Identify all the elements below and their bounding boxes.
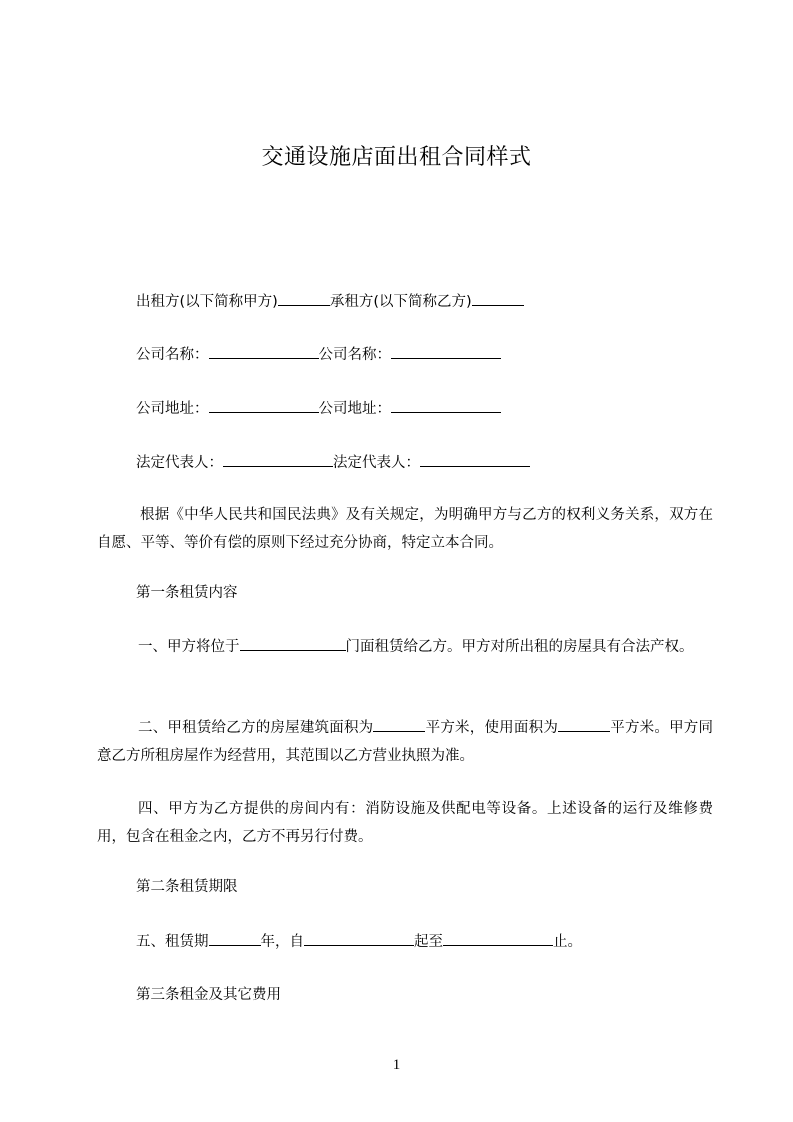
- legal-rep-blank-a[interactable]: [223, 452, 333, 467]
- end-date-blank[interactable]: [443, 931, 553, 946]
- usable-area-blank[interactable]: [558, 717, 610, 732]
- lessee-label: 承租方(以下简称乙方): [329, 294, 472, 310]
- lessor-label: 出租方(以下简称甲方): [136, 294, 278, 310]
- clause5-part3: 起至: [414, 934, 443, 950]
- company-address-blank-b[interactable]: [391, 398, 501, 413]
- start-date-blank[interactable]: [304, 931, 414, 946]
- lessor-blank[interactable]: [278, 291, 330, 306]
- clause1-paragraph: [97, 633, 713, 661]
- legal-rep-line: [136, 452, 530, 473]
- clause5-part1: 五、租赁期: [136, 934, 209, 950]
- company-address-label-a: 公司地址：: [136, 401, 209, 417]
- clause2-part1: 二、甲租赁给乙方的房屋建筑面积为: [138, 720, 374, 736]
- clause1-suffix: 门面租赁给乙方。甲方对所出租的房屋具有合法产权。: [345, 639, 694, 655]
- lease-years-blank[interactable]: [209, 931, 261, 946]
- clause2-part3: 平方米。甲方同意乙方所租房屋作为经营用，其范围以乙方营业执照为准。: [97, 720, 714, 764]
- legal-rep-label-b: 法定代表人：: [333, 455, 420, 471]
- parties-line: [136, 291, 524, 312]
- article1-heading: 第一条租赁内容: [136, 585, 238, 601]
- clause4-paragraph: 四、甲方为乙方提供的房间内有：消防设施及供配电等设备。上述设备的运行及维修费用，包含在租金之内，乙方不再另行付费。: [97, 801, 713, 845]
- company-address-label-b: 公司地址：: [318, 401, 391, 417]
- page-number: 1: [392, 1057, 401, 1073]
- clause5-part4: 止。: [553, 934, 582, 950]
- article3-heading: 第三条租金及其它费用: [136, 987, 281, 1003]
- lessee-blank[interactable]: [472, 291, 524, 306]
- company-address-line: [136, 398, 501, 419]
- intro-paragraph: 根据《中华人民共和国民法典》及有关规定，为明确甲方与乙方的权利义务关系，双方在自愿、平等、等价有偿的原则下经过充分协商，特定立本合同。: [97, 507, 713, 551]
- clause5-line: [136, 931, 582, 952]
- company-name-line: [136, 344, 501, 365]
- clause5-part2: 年，自: [260, 934, 304, 950]
- clause1-location-blank[interactable]: [240, 636, 346, 651]
- company-address-blank-a[interactable]: [209, 398, 319, 413]
- article2-heading: 第二条租赁期限: [136, 879, 238, 895]
- company-name-label-a: 公司名称：: [136, 347, 209, 363]
- document-title: 交通设施店面出租合同样式: [261, 145, 532, 170]
- company-name-label-b: 公司名称：: [318, 347, 391, 363]
- company-name-blank-a[interactable]: [209, 344, 319, 359]
- company-name-blank-b[interactable]: [391, 344, 501, 359]
- legal-rep-blank-b[interactable]: [420, 452, 530, 467]
- clause1-prefix: 一、甲方将位于: [138, 639, 240, 655]
- legal-rep-label-a: 法定代表人：: [136, 455, 223, 471]
- building-area-blank[interactable]: [373, 717, 425, 732]
- clause2-part2: 平方米，使用面积为: [425, 720, 559, 736]
- clause2-paragraph: [97, 714, 713, 770]
